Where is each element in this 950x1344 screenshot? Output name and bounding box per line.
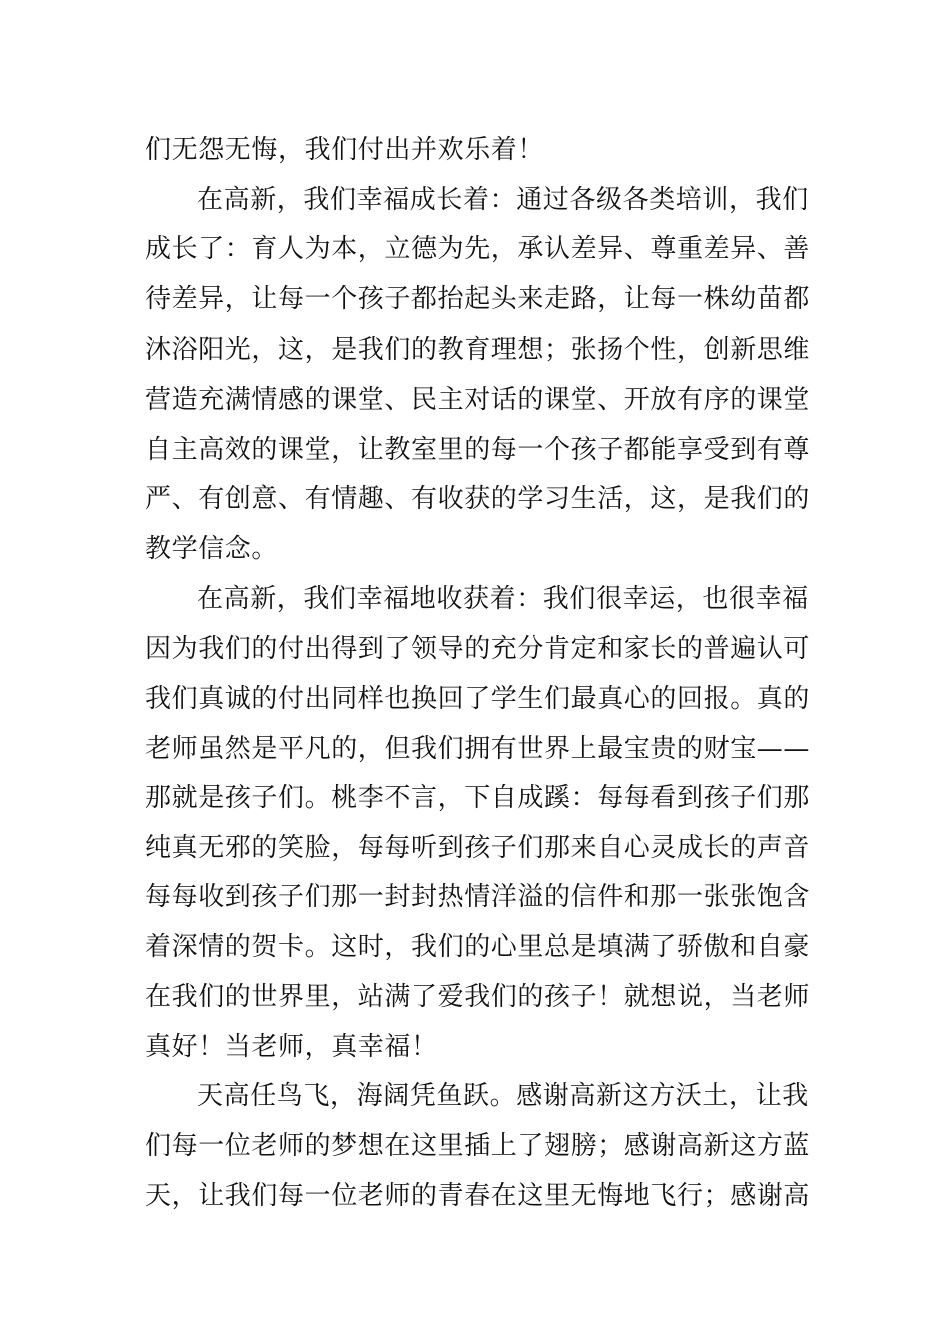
- text-line: 严、有创意、有情趣、有收获的学习生活，这，是我们的: [145, 484, 811, 514]
- paragraph-first-line: 天高任鸟飞，海阔凭鱼跃。感谢高新这方沃土，让我: [197, 1081, 809, 1111]
- text-line: 老师虽然是平凡的，但我们拥有世界上最宝贵的财宝——: [145, 734, 811, 764]
- text-line: 们每一位老师的梦想在这里插上了翅膀；感谢高新这方蓝: [145, 1131, 811, 1161]
- text-line: 自主高效的课堂，让教室里的每一个孩子都能享受到有尊: [145, 435, 811, 465]
- text-line: 营造充满情感的课堂、民主对话的课堂、开放有序的课堂: [145, 385, 811, 415]
- text-line: 那就是孩子们。桃李不言，下自成蹊：每每看到孩子们那: [145, 783, 811, 813]
- text-line: 天，让我们每一位老师的青春在这里无悔地飞行；感谢高: [145, 1181, 811, 1211]
- text-line: 真好！当老师，真幸福！: [145, 1032, 438, 1062]
- text-line: 纯真无邪的笑脸，每每听到孩子们那来自心灵成长的声音: [145, 833, 811, 863]
- text-line: 们无怨无悔，我们付出并欢乐着！: [145, 135, 545, 165]
- text-line: 每每收到孩子们那一封封热情洋溢的信件和那一张张饱含: [145, 882, 811, 912]
- text-line: 因为我们的付出得到了领导的充分肯定和家长的普遍认可: [145, 634, 811, 664]
- text-line: 教学信念。: [145, 534, 279, 564]
- text-line: 沐浴阳光，这，是我们的教育理想；张扬个性，创新思维: [145, 335, 811, 365]
- paragraph-first-line: 在高新，我们幸福地收获着：我们很幸运，也很幸福: [197, 584, 809, 614]
- paragraph-first-line: 在高新，我们幸福成长着：通过各级各类培训，我们: [197, 185, 809, 215]
- text-line: 在我们的世界里，站满了爱我们的孩子！就想说，当老师: [145, 982, 811, 1012]
- text-line: 待差异，让每一个孩子都抬起头来走路，让每一株幼苗都: [145, 284, 811, 314]
- text-line: 成长了：育人为本，立德为先，承认差异、尊重差异、善: [145, 234, 811, 264]
- text-line: 我们真诚的付出同样也换回了学生们最真心的回报。真的: [145, 684, 811, 714]
- text-line: 着深情的贺卡。这时，我们的心里总是填满了骄傲和自豪: [145, 932, 811, 962]
